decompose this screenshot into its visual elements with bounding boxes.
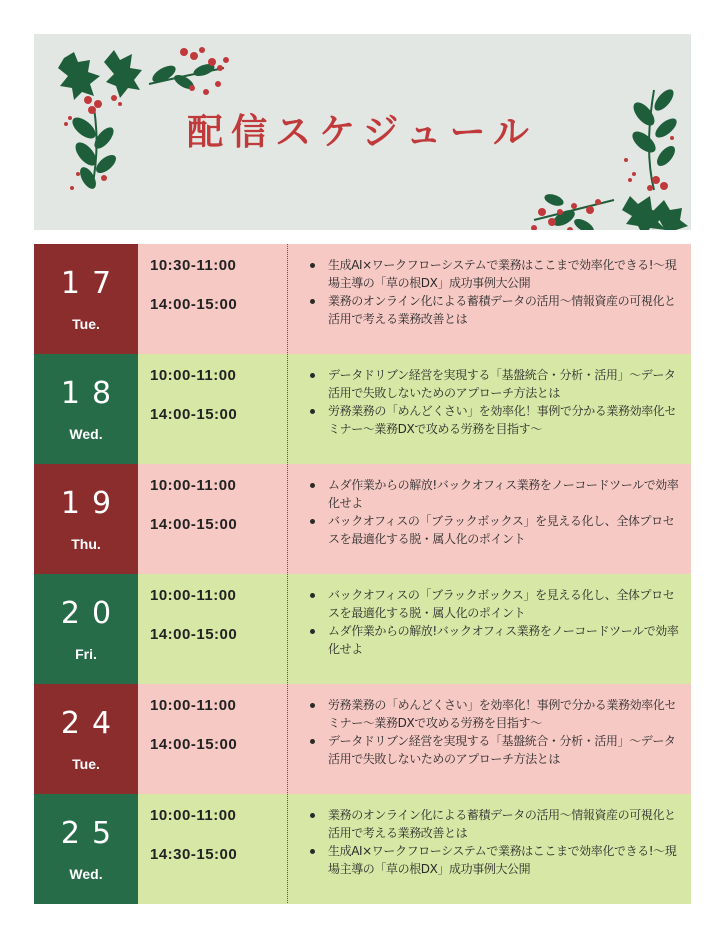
time-slot-1: 10:00-11:00 xyxy=(150,367,237,384)
topic-text: 生成AI×ワークフローシステムで業務はここまで効率化できる!〜現場主導の「草の根DX」成功事例大公開 xyxy=(328,844,677,876)
bullet-icon xyxy=(310,483,315,488)
topic-list xyxy=(304,696,684,768)
topic-text: データドリブン経営を実現する「基盤統合・分析・活用」〜データ活用で失敗しないためのアプローチ方法とは xyxy=(328,734,676,766)
time-slot-1: 10:00-11:00 xyxy=(150,587,237,604)
topic-list xyxy=(304,366,684,438)
day-number: 18 xyxy=(60,376,124,411)
topic-text: バックオフィスの「ブラックボックス」を見える化し、全体プロセスを最適化する脱・属人化のポイント xyxy=(328,514,675,546)
weekday-label: Thu. xyxy=(71,536,101,552)
time-slot-2: 14:30-15:00 xyxy=(150,846,238,863)
schedule-row xyxy=(34,684,691,794)
topic-text: 生成AI×ワークフローシステムで業務はここまで効率化できる!〜現場主導の「草の根DX」成功事例大公開 xyxy=(328,258,677,290)
time-slot-1: 10:30-11:00 xyxy=(150,257,237,274)
topic-text: ムダ作業からの解放!バックオフィス業務をノーコードツールで効率化せよ xyxy=(328,624,679,656)
bullet-icon xyxy=(310,813,315,818)
time-slot-2: 14:00-15:00 xyxy=(150,296,238,313)
topic-item xyxy=(304,512,684,548)
bullet-icon xyxy=(310,739,315,744)
topic-item xyxy=(304,622,684,658)
topic-item xyxy=(304,842,684,878)
day-number: 20 xyxy=(60,596,124,631)
time-slot-2: 14:00-15:00 xyxy=(150,406,238,423)
time-slot-2: 14:00-15:00 xyxy=(150,736,238,753)
date-cell xyxy=(34,464,138,574)
day-number: 24 xyxy=(60,706,124,741)
topic-list xyxy=(304,256,684,328)
time-slot-2: 14:00-15:00 xyxy=(150,626,238,643)
weekday-label: Wed. xyxy=(69,866,103,882)
topic-item xyxy=(304,292,684,328)
bullet-icon xyxy=(310,263,315,268)
topic-text: 業務のオンライン化による蓄積データの活用〜情報資産の可視化と活用で考える業務改善とは xyxy=(328,294,676,326)
date-cell xyxy=(34,574,138,684)
topic-text: 業務のオンライン化による蓄積データの活用〜情報資産の可視化と活用で考える業務改善とは xyxy=(328,808,676,840)
bullet-icon xyxy=(310,629,315,634)
page-title: 配信スケジュール xyxy=(187,112,537,153)
time-slot-1: 10:00-11:00 xyxy=(150,697,237,714)
topic-list xyxy=(304,476,684,548)
bullet-icon xyxy=(310,409,315,414)
topic-item xyxy=(304,476,684,512)
topic-item xyxy=(304,806,684,842)
topic-item xyxy=(304,366,684,402)
topic-text: データドリブン経営を実現する「基盤統合・分析・活用」〜データ活用で失敗しないためのアプローチ方法とは xyxy=(328,368,676,400)
topic-item xyxy=(304,586,684,622)
bullet-icon xyxy=(310,703,315,708)
date-cell xyxy=(34,244,138,354)
time-slot-1: 10:00-11:00 xyxy=(150,477,237,494)
topic-text: 労務業務の「めんどくさい」を効率化！事例で分かる業務効率化セミナー〜業務DXで攻める労務を目指す〜 xyxy=(328,698,677,730)
weekday-label: Wed. xyxy=(69,426,103,442)
topic-item xyxy=(304,732,684,768)
topic-text: バックオフィスの「ブラックボックス」を見える化し、全体プロセスを最適化する脱・属人化のポイント xyxy=(328,588,675,620)
day-number: 17 xyxy=(60,266,124,301)
topic-list xyxy=(304,586,684,658)
topic-list xyxy=(304,806,684,878)
date-cell xyxy=(34,794,138,904)
topic-item xyxy=(304,256,684,292)
topic-item xyxy=(304,402,684,438)
bullet-icon xyxy=(310,593,315,598)
schedule-row xyxy=(34,244,691,354)
topic-text: 労務業務の「めんどくさい」を効率化！事例で分かる業務効率化セミナー〜業務DXで攻める労務を目指す〜 xyxy=(328,404,677,436)
topic-text: ムダ作業からの解放!バックオフィス業務をノーコードツールで効率化せよ xyxy=(328,478,679,510)
schedule-row xyxy=(34,354,691,464)
column-divider xyxy=(287,244,288,903)
bullet-icon xyxy=(310,849,315,854)
weekday-label: Tue. xyxy=(72,756,100,772)
bullet-icon xyxy=(310,299,315,304)
bullet-icon xyxy=(310,373,315,378)
time-slot-2: 14:00-15:00 xyxy=(150,516,238,533)
day-number: 25 xyxy=(60,816,124,851)
date-cell xyxy=(34,354,138,464)
bullet-icon xyxy=(310,519,315,524)
date-cell xyxy=(34,684,138,794)
schedule-row xyxy=(34,464,691,574)
weekday-label: Fri. xyxy=(75,646,97,662)
schedule-row xyxy=(34,794,691,904)
day-number: 19 xyxy=(60,486,124,521)
time-slot-1: 10:00-11:00 xyxy=(150,807,237,824)
topic-item xyxy=(304,696,684,732)
schedule-table xyxy=(34,244,691,904)
schedule-row xyxy=(34,574,691,684)
weekday-label: Tue. xyxy=(72,316,100,332)
